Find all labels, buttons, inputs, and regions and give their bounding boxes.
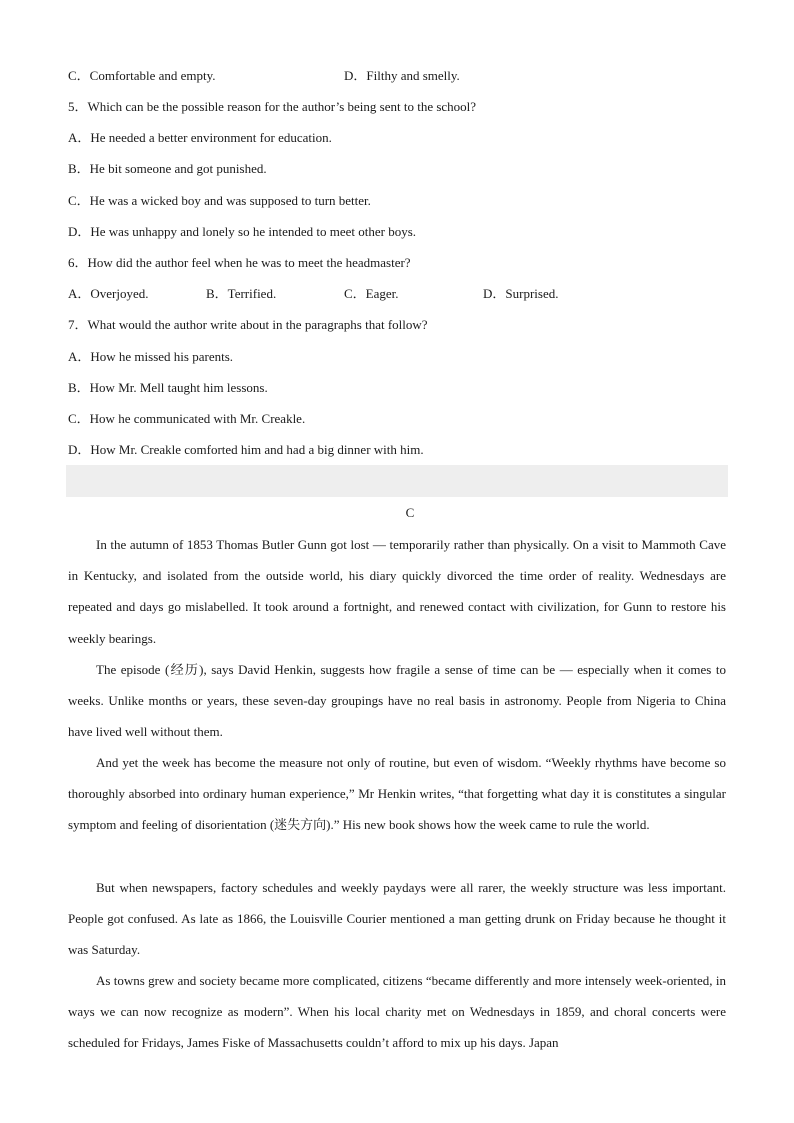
q5-option-b: B．He bit someone and got punished.: [68, 161, 267, 176]
q7-option-c: C．How he communicated with Mr. Creakle.: [68, 411, 306, 426]
q6-option-a: A．Overjoyed.: [68, 286, 149, 301]
q6-option-c: C．Eager.: [344, 286, 399, 301]
passage-paragraph-3: And yet the week has become the measure not only of routine, but even of wisdom. “Weekly rhythms have become so thoroughly absorbed into ordinary human experience,” Mr Henkin writes, “that forgetting what day it is constitutes a singular symptom and feeling of disorientation (迷失方向).” His new book shows how the week came to rule the world.: [68, 755, 726, 833]
q5-option-d: D．He was unhappy and lonely so he intended to meet other boys.: [68, 224, 417, 239]
q7-stem: 7．What would the author write about in the paragraphs that follow?: [68, 317, 428, 332]
q4-option-c: C．Comfortable and empty.: [68, 68, 216, 83]
q4-option-d: D．Filthy and smelly.: [344, 68, 460, 83]
q6-stem: 6．How did the author feel when he was to meet the headmaster?: [68, 255, 411, 270]
q5-option-c: C．He was a wicked boy and was supposed to turn better.: [68, 193, 371, 208]
section-divider-band: [66, 465, 728, 497]
passage-paragraph-4: But when newspapers, factory schedules and weekly paydays were all rarer, the weekly structure was less important. People got confused. As late as 1866, the Louisville Courier mentioned a man getting drunk on Friday because he thought it was Saturday.: [68, 880, 726, 958]
passage-paragraph-5: As towns grew and society became more complicated, citizens “became differently and more intensely week-oriented, in ways we can now recognize as modern”. When his local charity met on Wednesdays in 1859, and choral concerts were scheduled for Fridays, James Fiske of Massachusetts couldn’t afford to mix up his days. Japan: [68, 973, 726, 1051]
q5-stem: 5．Which can be the possible reason for the author’s being sent to the school?: [68, 99, 477, 114]
section-c-title: C: [405, 505, 415, 520]
q6-option-b: B．Terrified.: [206, 286, 277, 301]
q7-option-b: B．How Mr. Mell taught him lessons.: [68, 380, 268, 395]
passage-paragraph-2: The episode (经历), says David Henkin, suggests how fragile a sense of time can be — especially when it comes to weeks. Unlike months or years, these seven-day groupings have no real basis in astronomy. People from Nigeria to China have lived well without them.: [68, 662, 726, 740]
q7-option-a: A．How he missed his parents.: [68, 349, 234, 364]
q6-option-d: D．Surprised.: [483, 286, 559, 301]
q5-option-a: A．He needed a better environment for education.: [68, 130, 332, 145]
q7-option-d: D．How Mr. Creakle comforted him and had a big dinner with him.: [68, 442, 424, 457]
passage-paragraph-1: In the autumn of 1853 Thomas Butler Gunn got lost — temporarily rather than physically. On a visit to Mammoth Cave in Kentucky, and isolated from the outside world, his diary quickly divorced the time order of reality. Wednesdays are repeated and days go mislabelled. It took around a fortnight, and renewed contact with civilization, for Gunn to restore his weekly bearings.: [68, 537, 726, 646]
